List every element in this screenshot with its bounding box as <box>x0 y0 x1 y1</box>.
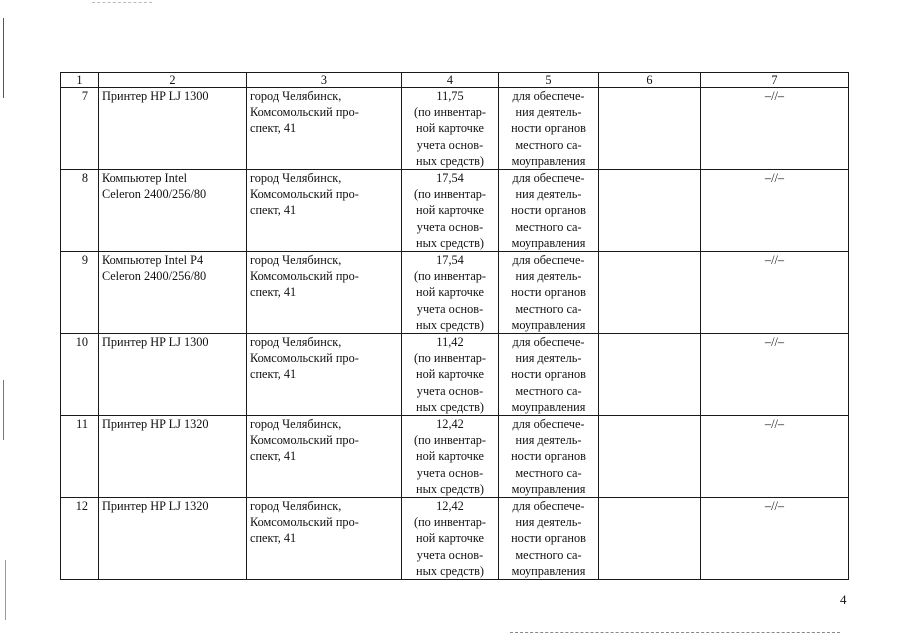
purpose-cell-line: ности органов <box>511 367 586 382</box>
header-cell-4: 4 <box>402 73 499 88</box>
item-name-cell-line: Celeron 2400/256/80 <box>102 187 207 202</box>
address-cell-line: Комсомольский про- <box>250 187 359 202</box>
cost-cell-line: ных средств) <box>416 317 484 332</box>
cost-cell-line: ной карточке <box>416 203 484 218</box>
cost-cell-line: (по инвентар- <box>413 351 487 366</box>
cost-cell-line: ной карточке <box>416 367 484 382</box>
cost-cell <box>402 252 499 334</box>
cost-cell <box>402 498 499 580</box>
cost-cell-line: учета основ- <box>416 465 484 480</box>
ditto-mark-cell: –//– <box>701 252 849 334</box>
cost-cell-line: 17,54 <box>436 171 464 186</box>
cost-cell-line: ной карточке <box>416 531 484 546</box>
item-name-cell-line: Компьютер Intel <box>102 171 188 186</box>
purpose-cell-line: местного са- <box>515 219 582 234</box>
address-cell-line: город Челябинск, <box>250 499 342 514</box>
ditto-mark-cell: –//– <box>701 498 849 580</box>
table-row <box>61 170 849 252</box>
address-cell-line: город Челябинск, <box>250 417 342 432</box>
cost-cell-line: ных средств) <box>416 563 484 578</box>
purpose-cell-line: местного са- <box>515 137 582 152</box>
purpose-cell <box>499 252 599 334</box>
table-row <box>61 416 849 498</box>
cost-cell <box>402 170 499 252</box>
address-cell-line: город Челябинск, <box>250 335 342 350</box>
cost-cell-line: ных средств) <box>416 235 484 250</box>
cost-cell-line: ных средств) <box>416 399 484 414</box>
cost-cell-line: 12,42 <box>436 417 464 432</box>
cost-cell-line: ной карточке <box>416 121 484 136</box>
cost-cell-line: ной карточке <box>416 449 484 464</box>
ditto-mark-cell: –//– <box>701 170 849 252</box>
purpose-cell-line: моуправления <box>511 153 586 168</box>
purpose-cell-line: для обеспече- <box>512 499 585 514</box>
address-cell <box>247 498 402 580</box>
cost-cell-line: учета основ- <box>416 219 484 234</box>
column-6-cell <box>599 498 701 580</box>
item-name-cell-line: Принтер HP LJ 1300 <box>102 89 209 103</box>
cost-cell-line: (по инвентар- <box>413 105 487 120</box>
address-cell <box>247 416 402 498</box>
purpose-cell-line: для обеспече- <box>512 335 585 350</box>
purpose-cell-line: для обеспече- <box>512 171 585 186</box>
purpose-cell-line: ности органов <box>511 203 586 218</box>
cost-cell-line: (по инвентар- <box>413 433 487 448</box>
item-name-cell-line: Celeron 2400/256/80 <box>102 269 207 284</box>
address-cell-line: спект, 41 <box>250 531 297 546</box>
purpose-cell-line: моуправления <box>511 481 586 496</box>
header-cell-3: 3 <box>247 73 402 88</box>
scan-edge-mark <box>3 380 4 440</box>
header-cell-5: 5 <box>499 73 599 88</box>
address-cell-line: Комсомольский про- <box>250 433 359 448</box>
cost-cell-line: (по инвентар- <box>413 187 487 202</box>
purpose-cell-line: местного са- <box>515 383 582 398</box>
table-row <box>61 334 849 416</box>
purpose-cell-line: для обеспече- <box>512 417 585 432</box>
address-cell-line: спект, 41 <box>250 449 297 464</box>
address-cell-line: спект, 41 <box>250 121 297 136</box>
purpose-cell-line: моуправления <box>511 563 586 578</box>
address-cell-line: город Челябинск, <box>250 253 342 268</box>
cost-cell-line: ных средств) <box>416 481 484 496</box>
item-name-cell <box>99 170 247 252</box>
scan-edge-mark <box>3 18 4 98</box>
address-cell-line: Комсомольский про- <box>250 351 359 366</box>
address-cell <box>247 170 402 252</box>
address-cell <box>247 252 402 334</box>
row-number-cell: 12 <box>61 498 99 580</box>
column-6-cell <box>599 416 701 498</box>
column-6-cell <box>599 334 701 416</box>
purpose-cell-line: ния деятель- <box>515 187 582 202</box>
scan-edge-mark <box>5 560 6 620</box>
header-cell-2: 2 <box>99 73 247 88</box>
purpose-cell <box>499 170 599 252</box>
purpose-cell-line: местного са- <box>515 465 582 480</box>
purpose-cell-line: ния деятель- <box>515 433 582 448</box>
item-name-cell <box>99 334 247 416</box>
item-name-cell <box>99 416 247 498</box>
cost-cell-line: 11,42 <box>436 335 464 350</box>
cost-cell-line: ных средств) <box>416 153 484 168</box>
cost-cell <box>402 334 499 416</box>
cost-cell-line: учета основ- <box>416 301 484 316</box>
purpose-cell-line: моуправления <box>511 399 586 414</box>
table-row <box>61 498 849 580</box>
cost-cell-line: ной карточке <box>416 285 484 300</box>
row-number-cell: 10 <box>61 334 99 416</box>
header-cell-7: 7 <box>701 73 849 88</box>
address-cell-line: город Челябинск, <box>250 89 342 103</box>
row-number-cell: 9 <box>61 252 99 334</box>
table-row <box>61 88 849 170</box>
header-cell-6: 6 <box>599 73 701 88</box>
item-name-cell-line: Принтер HP LJ 1300 <box>102 335 209 350</box>
item-name-cell-line: Принтер HP LJ 1320 <box>102 417 209 432</box>
purpose-cell-line: ности органов <box>511 285 586 300</box>
purpose-cell-line: для обеспече- <box>512 253 585 268</box>
address-cell-line: спект, 41 <box>250 203 297 218</box>
page-number: 4 <box>840 592 847 607</box>
header-cell-1: 1 <box>61 73 99 88</box>
table-header-row <box>61 73 849 88</box>
ditto-mark-cell: –//– <box>701 334 849 416</box>
item-name-cell-line: Принтер HP LJ 1320 <box>102 499 209 514</box>
cost-cell <box>402 88 499 170</box>
column-6-cell <box>599 252 701 334</box>
cost-cell-line: (по инвентар- <box>413 269 487 284</box>
purpose-cell <box>499 334 599 416</box>
purpose-cell-line: ности органов <box>511 121 586 136</box>
purpose-cell <box>499 416 599 498</box>
cost-cell-line: 11,75 <box>436 89 464 103</box>
item-name-cell <box>99 252 247 334</box>
purpose-cell-line: ния деятель- <box>515 269 582 284</box>
purpose-cell-line: ния деятель- <box>515 351 582 366</box>
cost-cell-line: 12,42 <box>436 499 464 514</box>
column-6-cell <box>599 88 701 170</box>
purpose-cell-line: местного са- <box>515 547 582 562</box>
purpose-cell-line: местного са- <box>515 301 582 316</box>
cost-cell-line: 17,54 <box>436 253 464 268</box>
address-cell-line: Комсомольский про- <box>250 269 359 284</box>
address-cell <box>247 334 402 416</box>
address-cell-line: спект, 41 <box>250 285 297 300</box>
address-cell-line: Комсомольский про- <box>250 515 359 530</box>
purpose-cell-line: ности органов <box>511 449 586 464</box>
item-name-cell <box>99 498 247 580</box>
purpose-cell-line: ния деятель- <box>515 515 582 530</box>
address-cell-line: спект, 41 <box>250 367 297 382</box>
purpose-cell <box>499 88 599 170</box>
ditto-mark-cell: –//– <box>701 416 849 498</box>
address-cell-line: Комсомольский про- <box>250 105 359 120</box>
cost-cell-line: (по инвентар- <box>413 515 487 530</box>
purpose-cell-line: ния деятель- <box>515 105 582 120</box>
column-6-cell <box>599 170 701 252</box>
purpose-cell-line: для обеспече- <box>512 89 585 103</box>
scan-artifact-bottom <box>510 632 840 634</box>
row-number-cell: 11 <box>61 416 99 498</box>
purpose-cell-line: моуправления <box>511 235 586 250</box>
cost-cell <box>402 416 499 498</box>
row-number-cell: 7 <box>61 88 99 170</box>
purpose-cell-line: ности органов <box>511 531 586 546</box>
cost-cell-line: учета основ- <box>416 137 484 152</box>
scan-artifact-top <box>92 2 152 4</box>
property-table <box>60 72 849 580</box>
row-number-cell: 8 <box>61 170 99 252</box>
address-cell-line: город Челябинск, <box>250 171 342 186</box>
item-name-cell <box>99 88 247 170</box>
cost-cell-line: учета основ- <box>416 547 484 562</box>
item-name-cell-line: Компьютер Intel P4 <box>102 253 204 268</box>
purpose-cell-line: моуправления <box>511 317 586 332</box>
ditto-mark-cell: –//– <box>701 88 849 170</box>
table-row <box>61 252 849 334</box>
purpose-cell <box>499 498 599 580</box>
cost-cell-line: учета основ- <box>416 383 484 398</box>
address-cell <box>247 88 402 170</box>
